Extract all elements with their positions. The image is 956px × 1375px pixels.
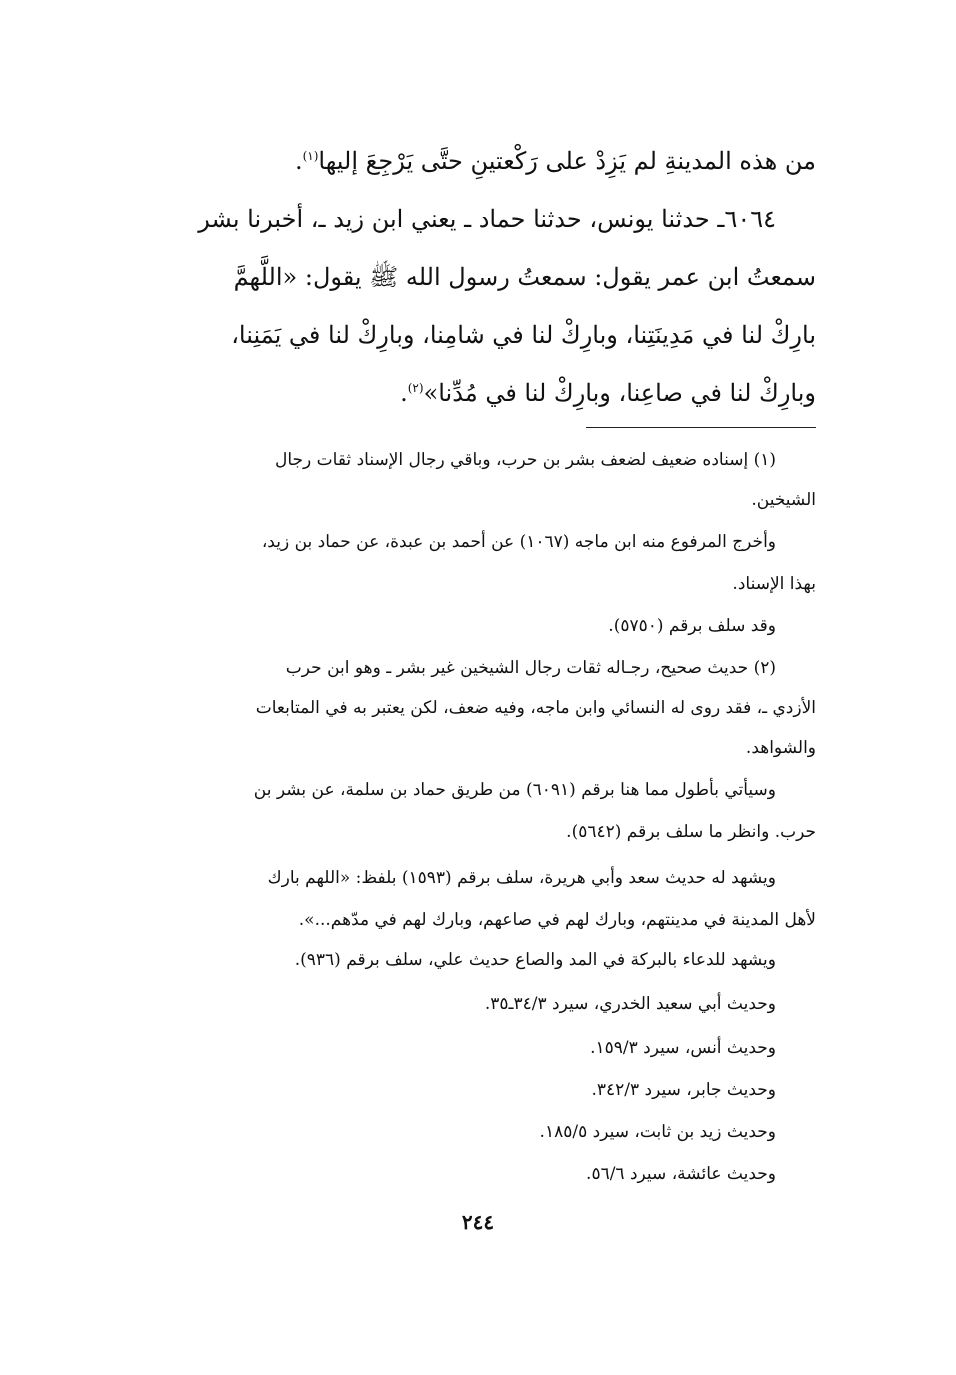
footnote-2-line-1: (٢) حديث صحيح، رجـاله ثقات رجال الشيخين غير بشر ـ وهو ابن حرب [285,658,776,678]
footnote-2-line-4: وسيأتي بأطول مما هنا برقم (٦٠٩١) من طريق حماد بن سلمة، عن بشر بن [253,780,776,800]
footnote-2-line-9: وحديث أبي سعيد الخدري، سيرد ٣٤/٣ـ٣٥. [484,994,776,1014]
footnote-ref-2[interactable]: (٢) [407,381,424,395]
footnote-separator [586,427,816,428]
text-line-5: وبارِكْ لنا في صاعِنا، وبارِكْ لنا في مُدِّنا»$^{(٢)}$. [400,379,816,407]
footnote-1-line-5: وقد سلف برقم (٥٧٥٠). [608,616,776,636]
footnote-2-line-2: الأزدي ـ، فقد روى له النسائي وابن ماجه، وفيه ضعف، لكن يعتبر به في المتابعات [255,698,816,718]
footnote-2-line-5: حرب. وانظر ما سلف برقم (٥٦٤٢). [566,822,816,842]
footnote-2-line-11: وحديث جابر، سيرد ٣٤٢/٣. [591,1080,776,1100]
hadith-text [110,132,816,422]
page-number: ٢٤٤ [461,1210,495,1234]
text-line-1: من هذه المدينةِ لم يَزِدْ على رَكْعتينِ حتَّى يَرْجِعَ إليها$^{(١)}$. [294,147,816,175]
footnote-2-line-7: لأهل المدينة في مدينتهم، وبارك لهم في صاعهم، وبارك لهم في مدّهم...». [298,910,816,930]
footnote-2-line-3: والشواهد. [745,738,816,758]
footnote-1-line-2: الشيخين. [751,490,816,510]
footnote-2-line-10: وحديث أنس، سيرد ١٥٩/٣. [590,1038,776,1058]
footnote-ref-1[interactable]: (١) [302,149,319,163]
footnote-2-line-13: وحديث عائشة، سيرد ٥٦/٦. [586,1164,776,1184]
footnote-1-line-4: بهذا الإسناد. [732,574,816,594]
footnote-2-line-6: ويشهد له حديث سعد وأبي هريرة، سلف برقم (١٥٩٣) بلفظ: «اللهم بارك [267,868,776,888]
text-line-2: ٦٠٦٤ـ حدثنا يونس، حدثنا حماد ـ يعني ابن زيد ـ، أخبرنا بشر [198,205,776,233]
text-line-4: بارِكْ لنا في مَدِينَتِنا، وبارِكْ لنا في شامِنا، وبارِكْ لنا في يَمَنِنا، [231,321,816,349]
footnote-1-line-3: وأخرج المرفوع منه ابن ماجه (١٠٦٧) عن أحمد بن عبدة، عن حماد بن زيد، [261,532,776,552]
footnote-2-line-8: ويشهد للدعاء بالبركة في المد والصاع حديث علي، سلف برقم (٩٣٦). [294,950,776,970]
text-line-3: سمعتُ ابن عمر يقول: سمعتُ رسول الله ﷺ يقول: «اللَّهمَّ [233,263,816,291]
footnote-2-line-12: وحديث زيد بن ثابت، سيرد ١٨٥/٥. [539,1122,776,1142]
footnote-1-line-1: (١) إسناده ضعيف لضعف بشر بن حرب، وباقي رجال الإسناد ثقات رجال [275,450,776,470]
